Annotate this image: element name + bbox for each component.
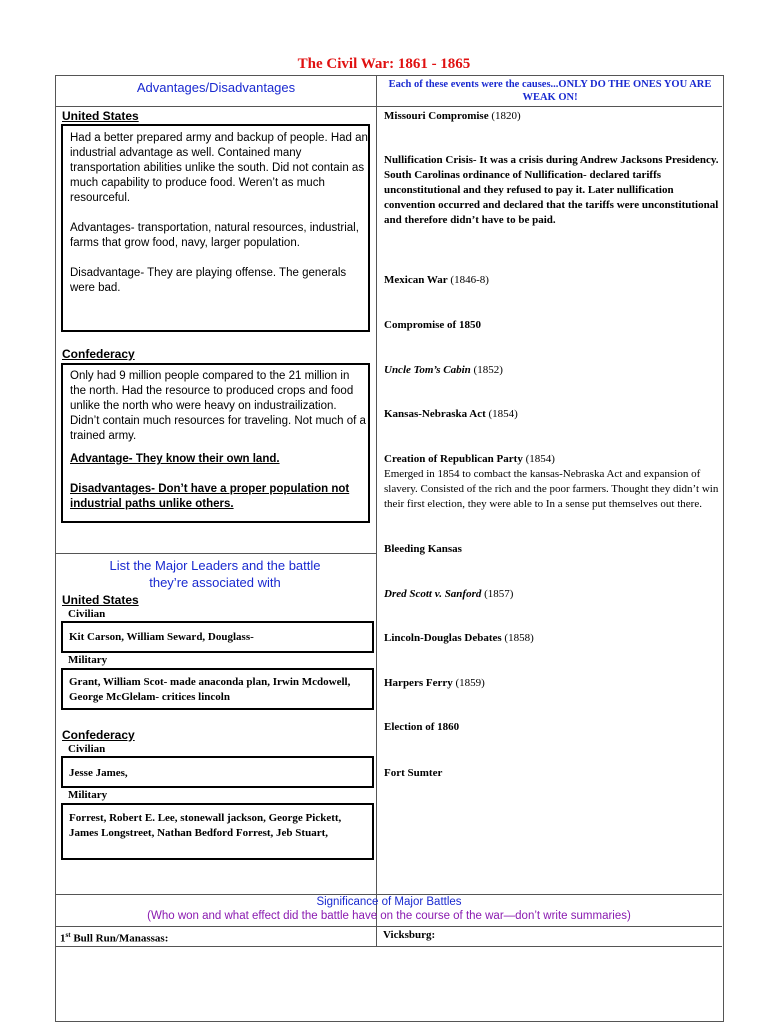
battle-bull-run: 1st Bull Run/Manassas: xyxy=(60,931,169,945)
battle-column-divider xyxy=(376,926,377,946)
us-disadvantages: Disadvantage- They are playing offense. The generals were bad. xyxy=(70,267,347,294)
confederacy-civilian-label: Civilian xyxy=(68,743,106,755)
column-divider xyxy=(376,75,377,946)
advantages-header: Advantages/Disadvantages xyxy=(136,80,296,95)
battles-header: Significance of Major Battles xyxy=(316,896,462,908)
battles-instructions: (Who won and what effect did the battle have on the course of the war—don’t write summaries) xyxy=(147,910,631,922)
confederacy-military-label: Military xyxy=(68,789,108,801)
us-civilian-box[interactable] xyxy=(61,621,374,653)
leaders-confederacy-label: Confederacy xyxy=(62,728,135,742)
event-missouri-compromise: Missouri Compromise (1820) xyxy=(384,110,521,122)
confederacy-label: Confederacy xyxy=(62,347,135,361)
leaders-us-label: United States xyxy=(62,593,139,607)
battles-subdivider xyxy=(55,926,722,927)
event-nullification-crisis: Nullification Crisis- It was a crisis during Andrew Jacksons Presidency. South Carolinas ordinance of Nullification- declared tariffs unconstitutional and they refused to pay it. Later nullification convention occurred and declared that the tariffs were unconstitutional and therefore didn’t have to be paid. xyxy=(384,154,719,226)
battle-vicksburg: Vicksburg: xyxy=(383,929,436,941)
us-civilian-leaders: Kit Carson, William Seward, Douglass- xyxy=(69,631,254,643)
event-dred-scott: Dred Scott v. Sanford (1857) xyxy=(384,588,514,600)
events-instructions-header: Each of these events were the causes...ONLY DO THE ONES YOU ARE WEAK ON! xyxy=(388,79,712,103)
leaders-header: List the Major Leaders and the battle they’re associated with xyxy=(109,558,321,590)
battles-divider xyxy=(55,894,722,895)
us-military-box[interactable] xyxy=(61,668,374,710)
confederacy-advantage: Advantage- They know their own land. xyxy=(70,453,280,465)
event-uncle-toms-cabin: Uncle Tom’s Cabin (1852) xyxy=(384,364,503,376)
event-lincoln-douglas-debates: Lincoln-Douglas Debates (1858) xyxy=(384,632,534,644)
us-military-leaders: Grant, William Scot- made anaconda plan, Irwin Mcdowell, George McGlelam- critices lincoln xyxy=(69,676,351,703)
event-mexican-war: Mexican War (1846-8) xyxy=(384,274,489,286)
page-title: The Civil War: 1861 - 1865 xyxy=(297,56,471,72)
event-republican-party: Creation of Republican Party (1854) Emerged in 1854 to combact the kansas-Nebraska Act and expansion of slavery. Consisted of the rich and the poor farmers. Thought they didn’t win their first election, they were able to In a sense put themselves out there. xyxy=(384,453,719,510)
event-compromise-1850: Compromise of 1850 xyxy=(384,319,481,331)
header-divider xyxy=(55,106,722,107)
left-section-divider xyxy=(55,553,376,554)
confederacy-advantages-box[interactable] xyxy=(61,363,370,523)
confederacy-disadvantages: Disadvantages- Don’t have a proper population not industrial paths unlike others. xyxy=(70,483,350,510)
us-civilian-label: Civilian xyxy=(68,608,106,620)
confederacy-military-leaders: Forrest, Robert E. Lee, stonewall jackson, George Pickett, James Longstreet, Nathan Bedford Forrest, Jeb Stuart, xyxy=(69,812,342,839)
confederacy-military-box[interactable] xyxy=(61,803,374,860)
confederacy-summary: Only had 9 million people compared to the 21 million in the north. Had the resource to produced crops and food unlike the north who were heavy on industrailization. Didn’t contain much resources for traveling. Not much of a trained army. xyxy=(70,370,366,442)
event-bleeding-kansas: Bleeding Kansas xyxy=(384,543,462,555)
us-label: United States xyxy=(62,109,139,123)
confederacy-civilian-leaders: Jesse James, xyxy=(69,767,128,779)
us-advantages-box[interactable] xyxy=(61,124,370,332)
event-fort-sumter: Fort Sumter xyxy=(384,767,443,779)
event-harpers-ferry: Harpers Ferry (1859) xyxy=(384,677,485,689)
us-advantages: Advantages- transportation, natural resources, industrial, farms that grow food, navy, larger population. xyxy=(70,222,359,249)
event-kansas-nebraska-act: Kansas-Nebraska Act (1854) xyxy=(384,408,518,420)
republican-party-note: Emerged in 1854 to combact the kansas-Nebraska Act and expansion of slavery. Consisted of the rich and the poor farmers. Thought they didn’t win their first election, they were able to In a sense put themselves out there. xyxy=(384,468,719,510)
us-summary: Had a better prepared army and backup of people. Had an industrial advantage as well. Contained many transportation abilities unlike the south. Did not contain as much capability to produce food. Weren’t as much resourceful. xyxy=(70,132,368,204)
confederacy-civilian-box[interactable] xyxy=(61,756,374,788)
event-election-1860: Election of 1860 xyxy=(384,721,460,733)
us-military-label: Military xyxy=(68,654,108,666)
